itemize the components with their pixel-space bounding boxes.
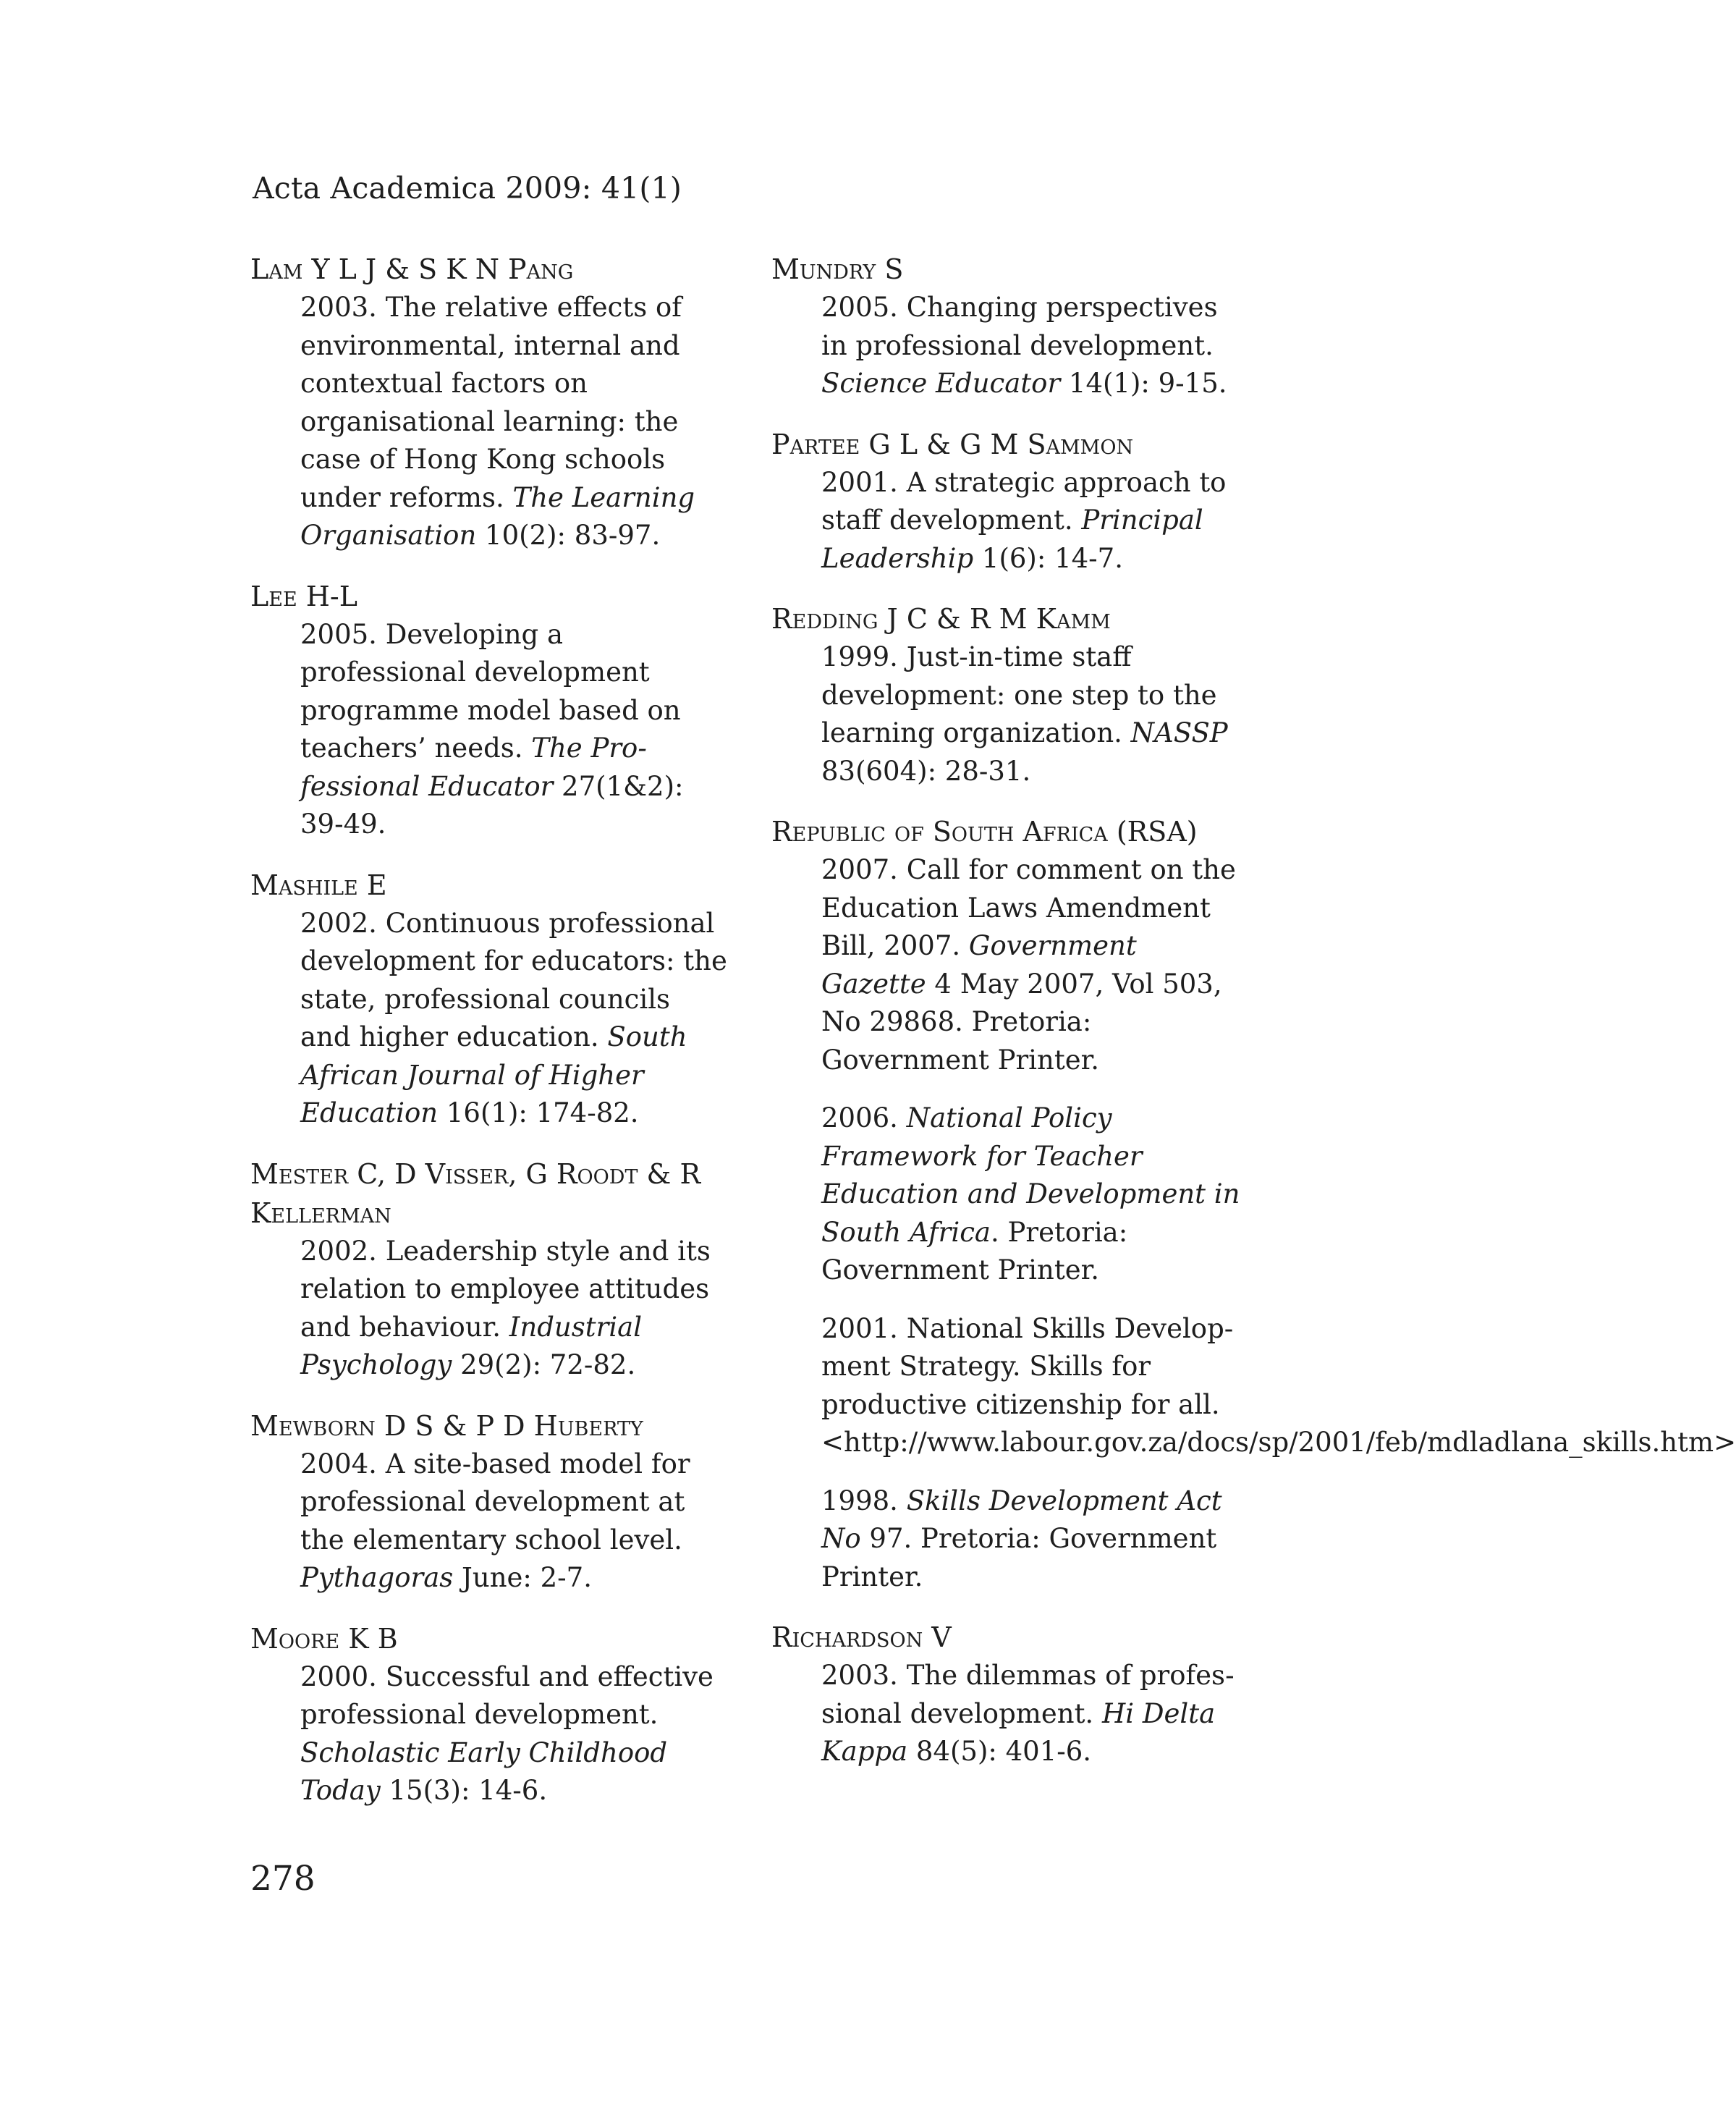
citation-details: 14(1): 9-15. xyxy=(1060,368,1227,399)
reference-citation xyxy=(821,1310,1736,1462)
citation-year: 2006. xyxy=(821,1102,898,1134)
reference-entry xyxy=(250,577,728,844)
reference-entry xyxy=(771,812,1736,1596)
reference-citation xyxy=(300,616,728,844)
citation-year: 2007. xyxy=(821,854,898,885)
citation-year: 2002. xyxy=(300,1235,377,1267)
citation-title: Continuous professional development for educators: the state, professional councils and higher education. xyxy=(300,907,727,1052)
reference-author: Partee G L & G M Sammon xyxy=(771,428,1134,460)
citation-title: The relative effects of environmental, internal and contextual factors on organisational learning: the case of Hong Kong schools under reforms. xyxy=(300,292,682,513)
citation-details: 29(2): 72-82. xyxy=(452,1349,636,1380)
reference-entry xyxy=(771,250,1242,403)
citation-year: 2004. xyxy=(300,1448,377,1480)
running-header: Acta Academica 2009: 41(1) xyxy=(253,171,682,206)
reference-author: Republic of South Africa (RSA) xyxy=(771,816,1198,848)
reference-entry xyxy=(250,866,728,1133)
citation-details: 83(604): 28-31. xyxy=(821,755,1031,787)
reference-citation xyxy=(821,851,1242,1079)
citation-journal: The Learning Organisation xyxy=(300,481,695,551)
reference-author: Mundry S xyxy=(771,253,904,285)
citation-title: A site-based model for professional development at the elementary school level. xyxy=(300,1448,690,1556)
reference-author: Redding J C & R M Kamm xyxy=(771,603,1111,635)
citation-journal: Industrial Psychology xyxy=(300,1311,643,1380)
reference-author: Moore K B xyxy=(250,1622,398,1655)
reference-citation xyxy=(821,289,1242,403)
reference-citation xyxy=(300,1658,728,1810)
citation-journal: Scholastic Early Childhood Today xyxy=(300,1736,668,1806)
reference-citation xyxy=(300,289,728,555)
citation-title: Developing a professional development programme model based on teachers’ needs. xyxy=(300,618,681,764)
citation-journal: Science Educator xyxy=(821,368,1061,399)
citation-journal: The Professional Educator xyxy=(300,733,647,802)
citation-details: 1(6): 14-7. xyxy=(973,542,1123,574)
reference-citation xyxy=(300,1445,728,1597)
citation-year: 1998. xyxy=(821,1485,898,1516)
citation-title: A strategic approach to staff development. xyxy=(821,466,1227,536)
citation-journal: Principal Leadership xyxy=(821,505,1203,574)
page-number: 278 xyxy=(250,1859,316,1899)
citation-details: 15(3): 14-6. xyxy=(380,1775,548,1806)
citation-title: Changing perspectives in professional development. xyxy=(821,292,1218,361)
reference-entry xyxy=(250,1155,728,1385)
reference-author: Mashile E xyxy=(250,869,387,901)
citation-title: Call for comment on the Education Laws Amendment Bill, 2007. xyxy=(821,854,1236,961)
citation-journal: NASSP xyxy=(1130,717,1228,748)
reference-entry xyxy=(771,599,1242,790)
reference-citation xyxy=(300,1233,728,1385)
citation-details: 4 May 2007, Vol 503, No 29868. Pretoria: Government Printer. xyxy=(821,968,1222,1076)
reference-author: Mewborn D S & P D Huberty xyxy=(250,1409,643,1442)
citation-journal: South African Journal of Higher Education xyxy=(300,1021,687,1128)
reference-citation xyxy=(821,464,1242,578)
reference-column-left xyxy=(250,250,728,1832)
citation-details: 16(1): 174-82. xyxy=(438,1097,639,1128)
citation-details: 84(5): 401-6. xyxy=(907,1736,1092,1767)
reference-author: Richardson V xyxy=(771,1621,952,1653)
reference-author: Lam Y L J & S K N Pang xyxy=(250,253,574,285)
reference-author: Mester C, D Visser, G Roodt & R Kellerman xyxy=(250,1157,701,1229)
citation-details: . Pretoria: Government Printer. xyxy=(821,1216,1128,1286)
citation-year: 2005. xyxy=(821,292,898,323)
reference-citation xyxy=(300,905,728,1133)
citation-year: 2001. xyxy=(821,466,898,498)
citation-journal: Government Gazette xyxy=(821,930,1137,1000)
citation-year: 1999. xyxy=(821,641,898,672)
reference-entry xyxy=(771,425,1242,578)
reference-column-right xyxy=(771,250,1736,1793)
citation-details: 10(2): 83-97. xyxy=(476,520,661,551)
citation-title xyxy=(898,1485,907,1516)
citation-year: 2002. xyxy=(300,907,377,939)
citation-year: 2003. xyxy=(821,1660,898,1691)
reference-citation xyxy=(821,1099,1242,1290)
citation-title: The dilemmas of professional development. xyxy=(821,1660,1235,1729)
citation-year: 2005. xyxy=(300,618,377,650)
citation-title: Leadership style and its relation to employee attitudes and behaviour. xyxy=(300,1235,711,1343)
citation-journal: Hi Delta Kappa xyxy=(821,1697,1216,1767)
citation-details: 27(1&2): 39-49. xyxy=(300,770,684,840)
citation-details: June: 2-7. xyxy=(453,1562,592,1593)
citation-details: 97. Pretoria: Government Printer. xyxy=(821,1523,1217,1592)
reference-entry xyxy=(250,250,728,555)
reference-citation xyxy=(821,1657,1242,1771)
reference-entry xyxy=(771,1618,1242,1771)
reference-entry xyxy=(250,1619,728,1810)
citation-journal: National Policy Framework for Teacher Education and Development in South Africa xyxy=(821,1102,1240,1248)
citation-journal: Pythagoras xyxy=(300,1562,454,1593)
citation-year: 2000. xyxy=(300,1660,377,1692)
citation-title: Just-in-time staff development: one step to the learning organization. xyxy=(821,641,1217,748)
citation-journal: Skills Development Act No xyxy=(821,1485,1222,1554)
citation-title: National Skills Development Strategy. Skills for productive citizenship for all. <http://www.labour.gov.za/docs/sp/2001/feb/mdladlana_skills.htm> xyxy=(821,1312,1736,1458)
reference-entry xyxy=(250,1406,728,1597)
reference-author: Lee H-L xyxy=(250,580,357,612)
citation-title: Successful and effective professional development. xyxy=(300,1660,714,1730)
reference-citation xyxy=(821,638,1242,790)
reference-citation xyxy=(821,1482,1242,1597)
citation-year: 2003. xyxy=(300,292,377,323)
citation-title xyxy=(898,1102,907,1134)
citation-year: 2001. xyxy=(821,1312,898,1344)
